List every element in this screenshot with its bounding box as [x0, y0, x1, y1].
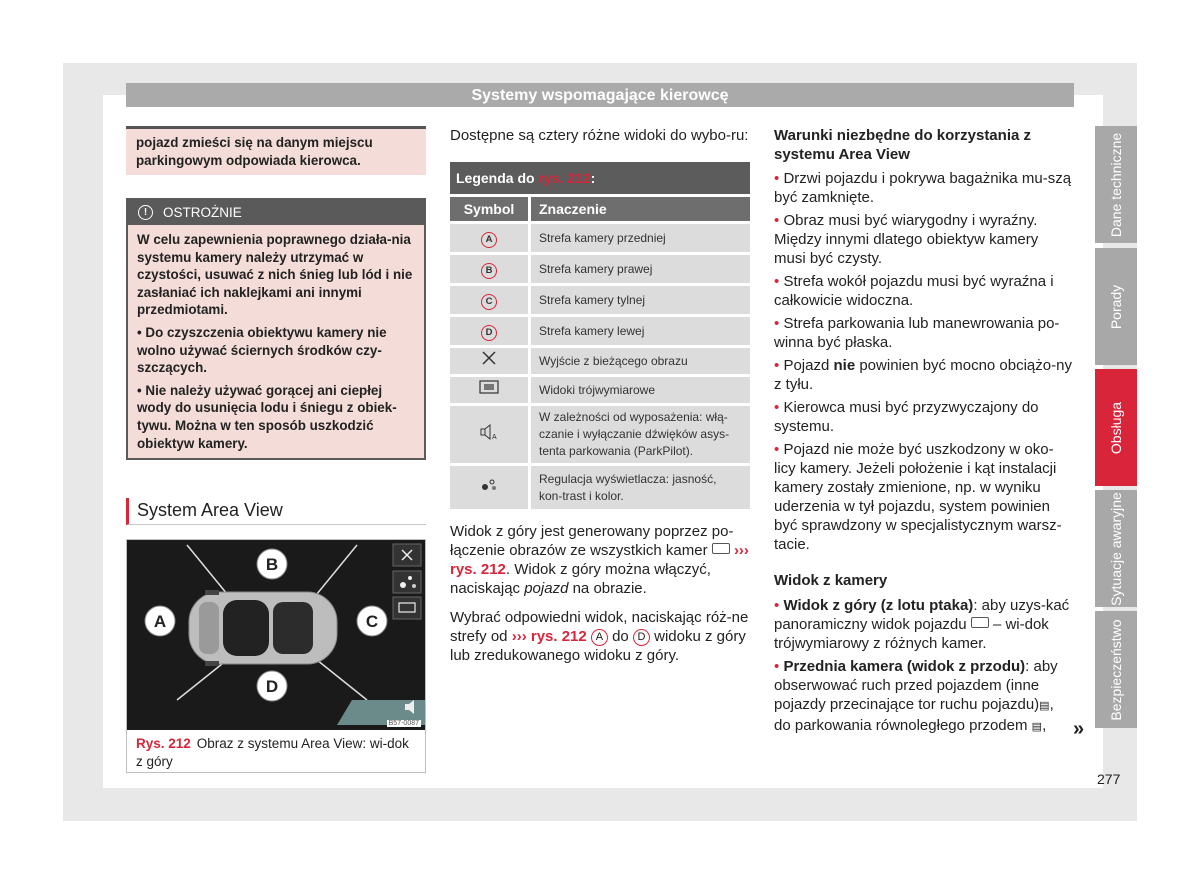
display-settings-icon[interactable]: [393, 571, 421, 593]
camera-item: • Widok z góry (z lotu ptaka): aby uzys-kać panoramiczny widok pojazdu – wi-dok trójwymiarowy z różnych kamer.: [774, 597, 1070, 652]
condition-item: • Obraz musi być wiarygodny i wyraźny. Między innymi dlatego obiektyw kamery musi być czysty.: [774, 212, 1039, 267]
letter-b-icon: B: [481, 263, 497, 279]
legend-title: [450, 162, 750, 196]
zone-b-button[interactable]: [257, 549, 287, 579]
car-top-view[interactable]: [189, 590, 337, 666]
caution-header: [128, 200, 424, 225]
legend-row: [450, 405, 750, 465]
figure-link[interactable]: ››› rys. 212: [450, 542, 749, 578]
legend-col-meaning: Znaczenie: [530, 196, 751, 223]
caution-box: [126, 198, 426, 460]
column-left: [126, 126, 426, 773]
paragraph-zones: Wybrać odpowiedni widok, naciskając róż-ne strefy od ››› rys. 212 A do D widoku z góry lub zredukowanego widoku z góry.: [450, 609, 749, 664]
camera-item: • Przednia kamera (widok z przodu): aby obserwować ruch przed pojazdem (inne pojazdy przecinające tor ruchu pojazdu)▤, do parkowania równoległego przodem ▤,: [774, 658, 1058, 734]
legend-meaning: W zależności od wyposażenia: włą-czanie i wyłączanie dźwięków asys-tenta parkowania (ParkPilot).: [530, 405, 751, 465]
legend-row: [450, 254, 750, 285]
legend-header-row: [450, 196, 750, 223]
figure-caption: [136, 735, 418, 771]
legend-meaning: Strefa kamery lewej: [530, 316, 751, 347]
legend-meaning: Widoki trójwymiarowe: [530, 376, 751, 405]
tab-bezpieczenstwo[interactable]: Bezpieczeństwo: [1095, 611, 1137, 728]
3d-view-icon: [479, 380, 499, 394]
legend-row: [450, 316, 750, 347]
tab-dane-techniczne[interactable]: Dane techniczne: [1095, 126, 1137, 243]
svg-text:A: A: [492, 433, 497, 440]
legend-meaning: Strefa kamery tylnej: [530, 285, 751, 316]
zone-a-button[interactable]: [145, 606, 175, 636]
legend-title-text: Legenda do: [456, 169, 539, 186]
legend-row: [450, 376, 750, 405]
figure-link[interactable]: ››› rys. 212: [511, 628, 587, 645]
page-header: Systemy wspomagające kierowcę: [126, 83, 1074, 107]
condition-item: • Pojazd nie może być uszkodzony w oko-licy kamery. Jeżeli położenie i kąt instalacji kamery zostały zmienione, np. w wyniku uderzenia w tył pojazdu, system powinien być sprawdzony w specjalistycznym warsz-tacie.: [774, 441, 1062, 553]
speaker-icon: [479, 424, 499, 440]
tab-porady[interactable]: Porady: [1095, 248, 1137, 365]
condition-item: • Drzwi pojazdu i pokrywa bagażnika mu-szą być zamknięte.: [774, 170, 1072, 206]
legend-row: [450, 347, 750, 376]
zone-label: B: [265, 555, 279, 575]
figure-code: B57-0087: [388, 720, 419, 728]
note-box: pojazd zmieści się na danym miejscu parkingowym odpowiada kierowca.: [126, 126, 426, 175]
tab-obsluga[interactable]: Obsługa: [1095, 369, 1137, 486]
parallel-parking-icon: ▤: [1031, 721, 1043, 733]
3d-view-icon: [712, 543, 730, 554]
zone-label: A: [153, 612, 167, 632]
section-title: System Area View: [126, 498, 426, 525]
column-right: [774, 126, 1074, 741]
letter-d-icon: D: [633, 629, 650, 646]
legend-row: [450, 223, 750, 254]
legend-row: [450, 465, 750, 511]
display-settings-icon: [479, 477, 499, 493]
zone-c-button[interactable]: [357, 606, 387, 636]
condition-item: • Pojazd nie powinien być mocno obciążo-ny z tyłu.: [774, 357, 1072, 393]
camera-view-title: Widok z kamery: [774, 572, 888, 589]
zone-label: D: [265, 677, 279, 697]
figure-caption-text: Obraz z systemu Area View: wi-dok z góry: [136, 736, 409, 770]
paragraph-top-view: Widok z góry jest generowany poprzez po-łączenie obrazów ze wszystkich kamer ››› rys. 212. Widok z góry można włączyć, naciskając pojazd na obrazie.: [450, 523, 749, 597]
condition-item: • Strefa parkowania lub manewrowania po-winna być płaska.: [774, 315, 1060, 351]
legend-meaning: Regulacja wyświetlacza: jasność, kon-trast i kolor.: [530, 465, 751, 511]
continue-arrow: »: [1073, 718, 1085, 740]
letter-c-icon: C: [481, 294, 497, 310]
legend-meaning: Wyjście z bieżącego obrazu: [530, 347, 751, 376]
tab-sytuacje-awaryjne[interactable]: Sytuacje awaryjne: [1095, 490, 1137, 607]
3d-view-icon[interactable]: [393, 597, 421, 619]
exclamation-icon: !: [138, 205, 153, 220]
close-icon: [481, 350, 497, 366]
column-middle: [450, 126, 750, 675]
figure-area-view: [126, 539, 426, 773]
intro-text: Dostępne są cztery różne widoki do wybo-ru:: [450, 127, 749, 144]
caution-title: OSTROŻNIE: [163, 205, 242, 220]
3d-view-icon: [971, 617, 989, 628]
condition-item: • Kierowca musi być przyzwyczajony do systemu.: [774, 399, 1039, 435]
caution-bullet: • Nie należy używać gorącej ani ciepłej wody do usunięcia lodu i śniegu z obiek-tywu. Można w ten sposób uszkodzić obiektyw kamery.: [137, 382, 397, 451]
conditions-title: Warunki niezbędne do korzystania z systemu Area View: [774, 127, 1031, 163]
page-number: 277: [1097, 771, 1121, 787]
legend-row: [450, 285, 750, 316]
legend-col-symbol: Symbol: [450, 196, 530, 223]
zone-d-button[interactable]: [257, 671, 287, 701]
legend-table: [450, 162, 750, 512]
letter-a-icon: A: [591, 629, 608, 646]
legend-meaning: Strefa kamery prawej: [530, 254, 751, 285]
front-camera-icon: ▤: [1039, 700, 1050, 712]
legend-figure-link[interactable]: rys. 212: [538, 169, 591, 186]
condition-item: • Strefa wokół pojazdu musi być wyraźna i całkowicie widoczna.: [774, 273, 1054, 309]
caution-intro: W celu zapewnienia poprawnego działa-nia systemu kamery należy utrzymać w czystości, usuwać z nich śnieg lub lód i nie zasłaniać ich naklejkami ani innymi przedmiotami.: [137, 232, 413, 318]
letter-a-icon: A: [481, 232, 497, 248]
close-icon[interactable]: [393, 544, 421, 566]
figure-ref: Rys. 212: [136, 736, 191, 752]
area-view-illustration: [127, 540, 425, 730]
zone-label: C: [365, 612, 379, 632]
legend-meaning: Strefa kamery przedniej: [530, 223, 751, 254]
caution-body: [128, 225, 424, 458]
legend-title-suffix: :: [590, 169, 596, 186]
caution-bullet: • Do czyszczenia obiektywu kamery nie wolno używać ściernych środków czy-szczących.: [137, 324, 387, 376]
letter-d-icon: D: [481, 325, 497, 341]
